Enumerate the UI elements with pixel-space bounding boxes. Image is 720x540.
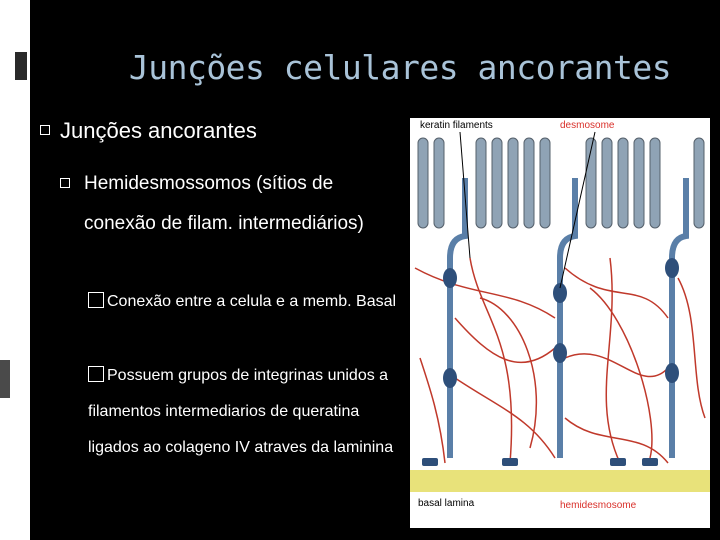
decor-bar (15, 52, 27, 80)
bullet-level-3 (88, 284, 398, 320)
bullet-text: Junções ancorantes (60, 118, 257, 143)
missing-glyph-bullet-icon (88, 366, 104, 382)
hemidesmosome-plaques (422, 458, 658, 466)
microvilli (418, 138, 704, 228)
missing-glyph-bullet-icon (88, 292, 104, 308)
basal-lamina (410, 470, 710, 492)
bullet-level-2 (60, 164, 400, 244)
bullet-text: Hemidesmossomos (sítios de conexão de filam. intermediários) (84, 173, 364, 234)
slide-title: Junções celulares ancorantes (128, 48, 672, 87)
bullet-text: Possuem grupos de integrinas unidos a filamentos intermediarios de queratina ligados ao colageno IV atraves da laminina (88, 367, 394, 456)
diagram-svg (410, 118, 710, 528)
label-basal-lamina: basal lamina (418, 498, 475, 509)
bullet-text: Conexão entre a celula e a memb. Basal (107, 293, 397, 310)
bullet-level-1 (40, 118, 257, 144)
label-hemidesmosome: hemidesmosome (560, 500, 637, 511)
square-bullet-icon (40, 125, 50, 135)
square-bullet-icon (60, 178, 70, 188)
label-keratin-filaments: keratin filaments (420, 120, 493, 131)
bullet-level-3 (88, 358, 398, 466)
decor-bar-strip (0, 360, 10, 398)
label-desmosome: desmosome (560, 120, 615, 131)
hemidesmosome-diagram (410, 118, 710, 528)
